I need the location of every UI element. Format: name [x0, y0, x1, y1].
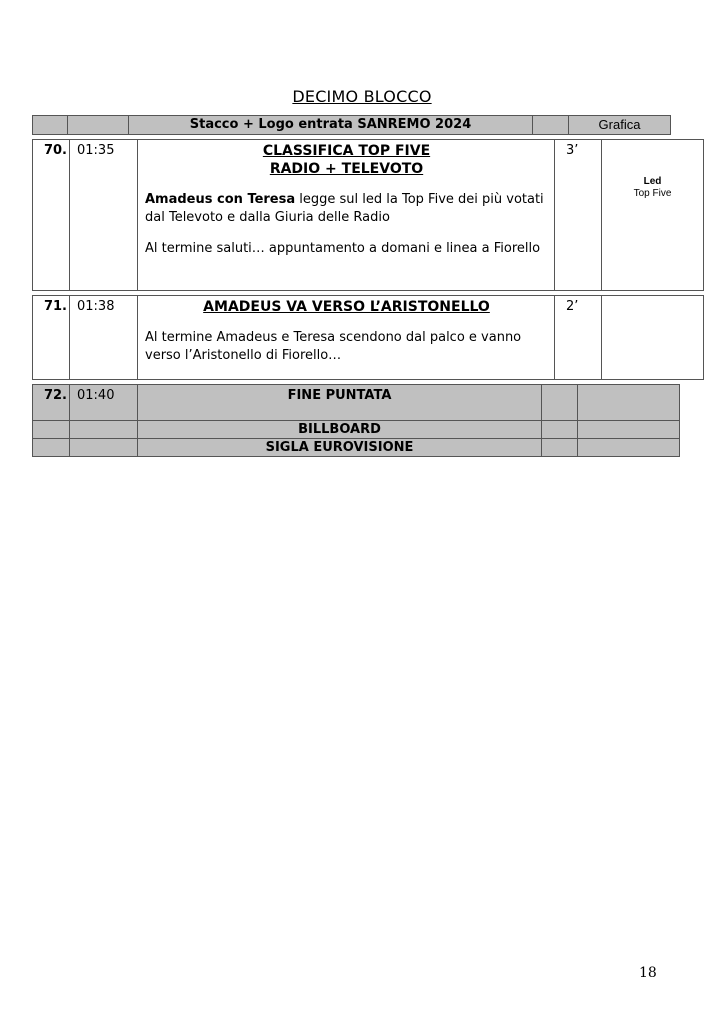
row-cell-empty — [542, 421, 578, 439]
row-cell-empty — [542, 439, 578, 457]
billboard-label: BILLBOARD — [138, 421, 542, 439]
item-paragraph-1 — [145, 191, 548, 227]
item-description — [138, 140, 555, 291]
item-grafica — [578, 385, 680, 421]
row-cell-empty — [578, 421, 680, 439]
item-grafica — [602, 140, 704, 291]
header-cell-empty-3 — [533, 116, 569, 135]
page-number: 18 — [639, 965, 657, 981]
item-duration — [542, 385, 578, 421]
item-paragraph-1: Al termine Amadeus e Teresa scendono dal palco e vanno verso l’Aristonello di Fiorello… — [145, 330, 522, 363]
item-72-table — [32, 384, 680, 457]
row-cell-empty — [33, 439, 70, 457]
header-table — [32, 115, 671, 135]
grafica-line-1: Led — [643, 176, 662, 187]
grafica-line-2: Top Five — [633, 188, 672, 199]
item-time: 01:40 — [70, 385, 138, 421]
row-cell-empty — [33, 421, 70, 439]
fine-puntata-label: FINE PUNTATA — [138, 385, 542, 421]
item-time: 01:38 — [70, 296, 138, 380]
item-grafica — [602, 296, 704, 380]
sigla-label: SIGLA EUROVISIONE — [138, 439, 542, 457]
header-cell-empty-2 — [68, 116, 129, 135]
item-number: 70. — [33, 140, 70, 291]
row-cell-empty — [578, 439, 680, 457]
row-cell-empty — [70, 439, 138, 457]
item-duration: 2’ — [555, 296, 602, 380]
header-grafica-label: Grafica — [569, 116, 671, 135]
item-71-table — [32, 295, 704, 380]
item-time: 01:35 — [70, 140, 138, 291]
item-paragraph-2: Al termine saluti… appuntamento a domani e linea a Fiorello — [145, 241, 541, 256]
header-cell-empty-1 — [33, 116, 68, 135]
item-heading: AMADEUS VA VERSO L’ARISTONELLO — [203, 299, 490, 315]
page-title: DECIMO BLOCCO — [292, 87, 432, 106]
item-heading-1: CLASSIFICA TOP FIVE — [262, 143, 431, 159]
item-number: 72. — [33, 385, 70, 421]
item-heading-2: RADIO + TELEVOTO — [269, 161, 424, 177]
row-cell-empty — [70, 421, 138, 439]
item-duration: 3’ — [555, 140, 602, 291]
item-70-table — [32, 139, 704, 291]
paragraph-text: legge sul led la Top Five dei più votati dal Televoto e dalla Giuria delle Radio — [145, 192, 544, 225]
item-description — [138, 296, 555, 380]
item-number: 71. — [33, 296, 70, 380]
bold-names: Amadeus con Teresa — [145, 192, 296, 207]
header-stacco-label: Stacco + Logo entrata SANREMO 2024 — [129, 116, 533, 135]
